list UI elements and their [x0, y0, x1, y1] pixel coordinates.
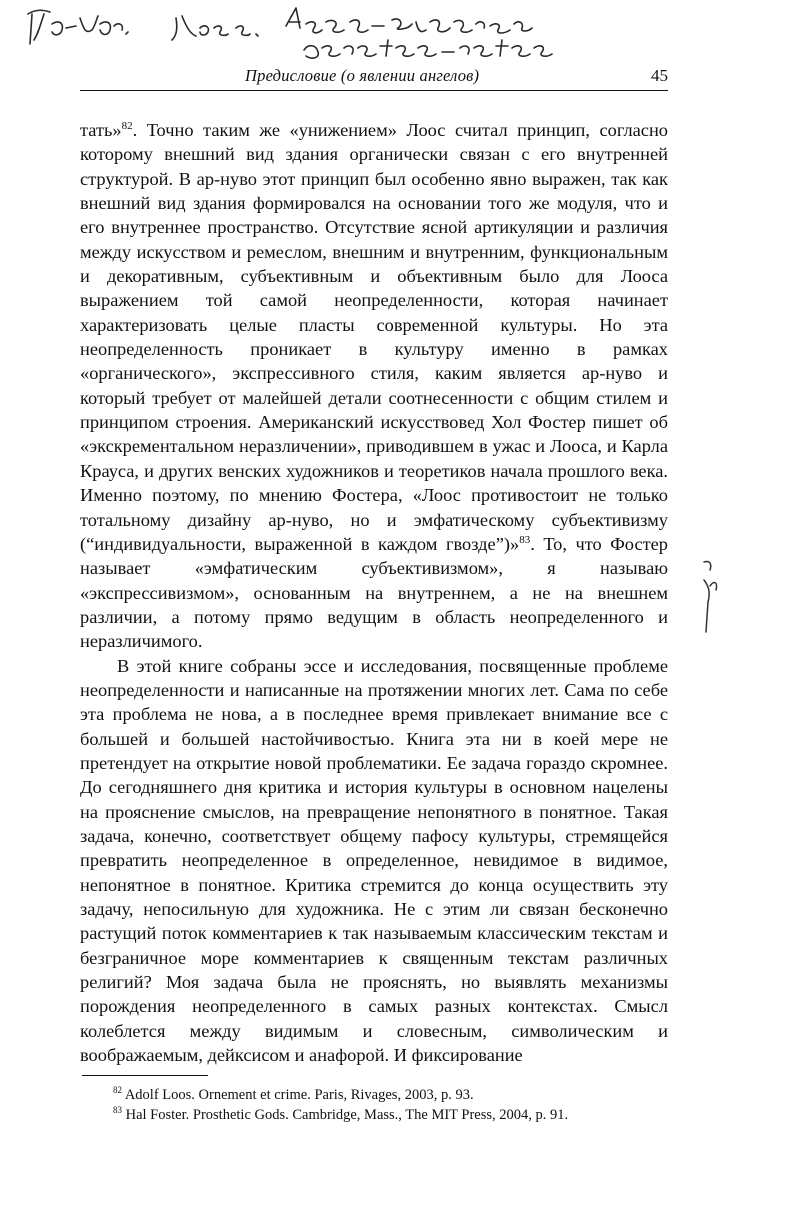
footnote-ref-83: 83: [519, 533, 531, 546]
footnote-83: [80, 1105, 680, 1125]
paragraph: [80, 654, 668, 1068]
running-title: Предисловие (о явлении ангелов): [245, 66, 480, 85]
footnote-mark: 82: [113, 1085, 122, 1096]
header-rule: [80, 90, 668, 91]
margin-bracket-mark: [700, 558, 730, 638]
footnote-text: Hal Foster. Prosthetic Gods. Cambridge, Mass., The MIT Press, 2004, p. 91.: [122, 1107, 569, 1123]
text-run: . Точно таким же «унижением» Лоос считал принцип, согласно которому внешний вид здания органически связан с его внутренней структурой. В ар-нуво этот принцип был особенно явно выражен, так как внешний вид здания формировался на основании того же модуля, что и его внутреннее пространство. Отсутствие ясной артикуляции и различия между искусством и ремеслом, внешним и внутренним, функциональным и декоративным, субъективным и объективным было для Лооса выражением той самой неопределенности, которая начинает характеризовать целые пласты современной культуры. Но эта неопределенность проникает в культуру именно в рамках «органического», экспрессивного стиля, каким является ар-нуво и который требует от малейшей детали соотнесенности с общим стилем и принципом строения. Американский искусствовед Хол Фостер пишет об «экскрементальном неразличении», приводившем в ужас и Лооса, и Карла Крауса, и других венских художников и теоретиков начала прошлого века. Именно поэтому, по мнению Фостера, «Лоос противостоит не только тотальному дизайну ар-нуво, но и эмфатическому субъективизму (“индивидуальности, выраженной в каждом гвозде”)»: [80, 120, 668, 554]
footnote-text: Adolf Loos. Ornement et crime. Paris, Rivages, 2003, p. 93.: [122, 1087, 474, 1103]
text-run: тать»: [80, 120, 122, 140]
running-header: [80, 64, 668, 90]
body-text: [80, 118, 668, 1067]
footnote-82: [80, 1085, 680, 1105]
text-run: В этой книге собраны эссе и исследования, посвященные проблеме неопределенности и написанные на протяжении многих лет. Сама по себе эта проблема не нова, а в последнее время привлекает внимание все с большей и большей настойчивостью. Книга эта ни в коей мере не претендует на открытие новой проблематики. Ее задача гораздо скромнее. До сегодняшнего дня критика и история культуры в основном нацелены на прояснение смыслов, на превращение непонятного в понятное. Такая задача, конечно, соответствует общему пафосу культуры, стремящейся превратить неопределенное в определенное, невидимое в видимое, непонятное в понятное. Критика стремится до конца осуществить эту задачу, непосильную для художника. Не с этим ли связан бесконечно растущий поток комментариев к так называемым классическим текстам и безграничное море комментариев к священным текстам различных религий? Моя задача была не прояснять, но выявлять механизмы порождения неопределенного в самых разных контекстах. Смысл колеблется между видимым и словесным, символическим и воображаемым, дейксисом и анафорой. И фиксирование: [80, 655, 668, 1066]
footnote-mark: 83: [113, 1105, 122, 1116]
footnote-rule: [82, 1075, 208, 1076]
footnote-ref-82: 82: [121, 119, 133, 132]
text-run: . То, что Фостер называет «эмфатическим субъективизмом», я называю «экспрессивизмом», основанным на внутреннем, а не на внешнем различии, а потому прямо ведущим в область неопределенного и неразличимого.: [80, 533, 668, 652]
page-number: 45: [651, 66, 668, 85]
footnotes: [80, 1085, 680, 1125]
paragraph: [80, 118, 668, 654]
